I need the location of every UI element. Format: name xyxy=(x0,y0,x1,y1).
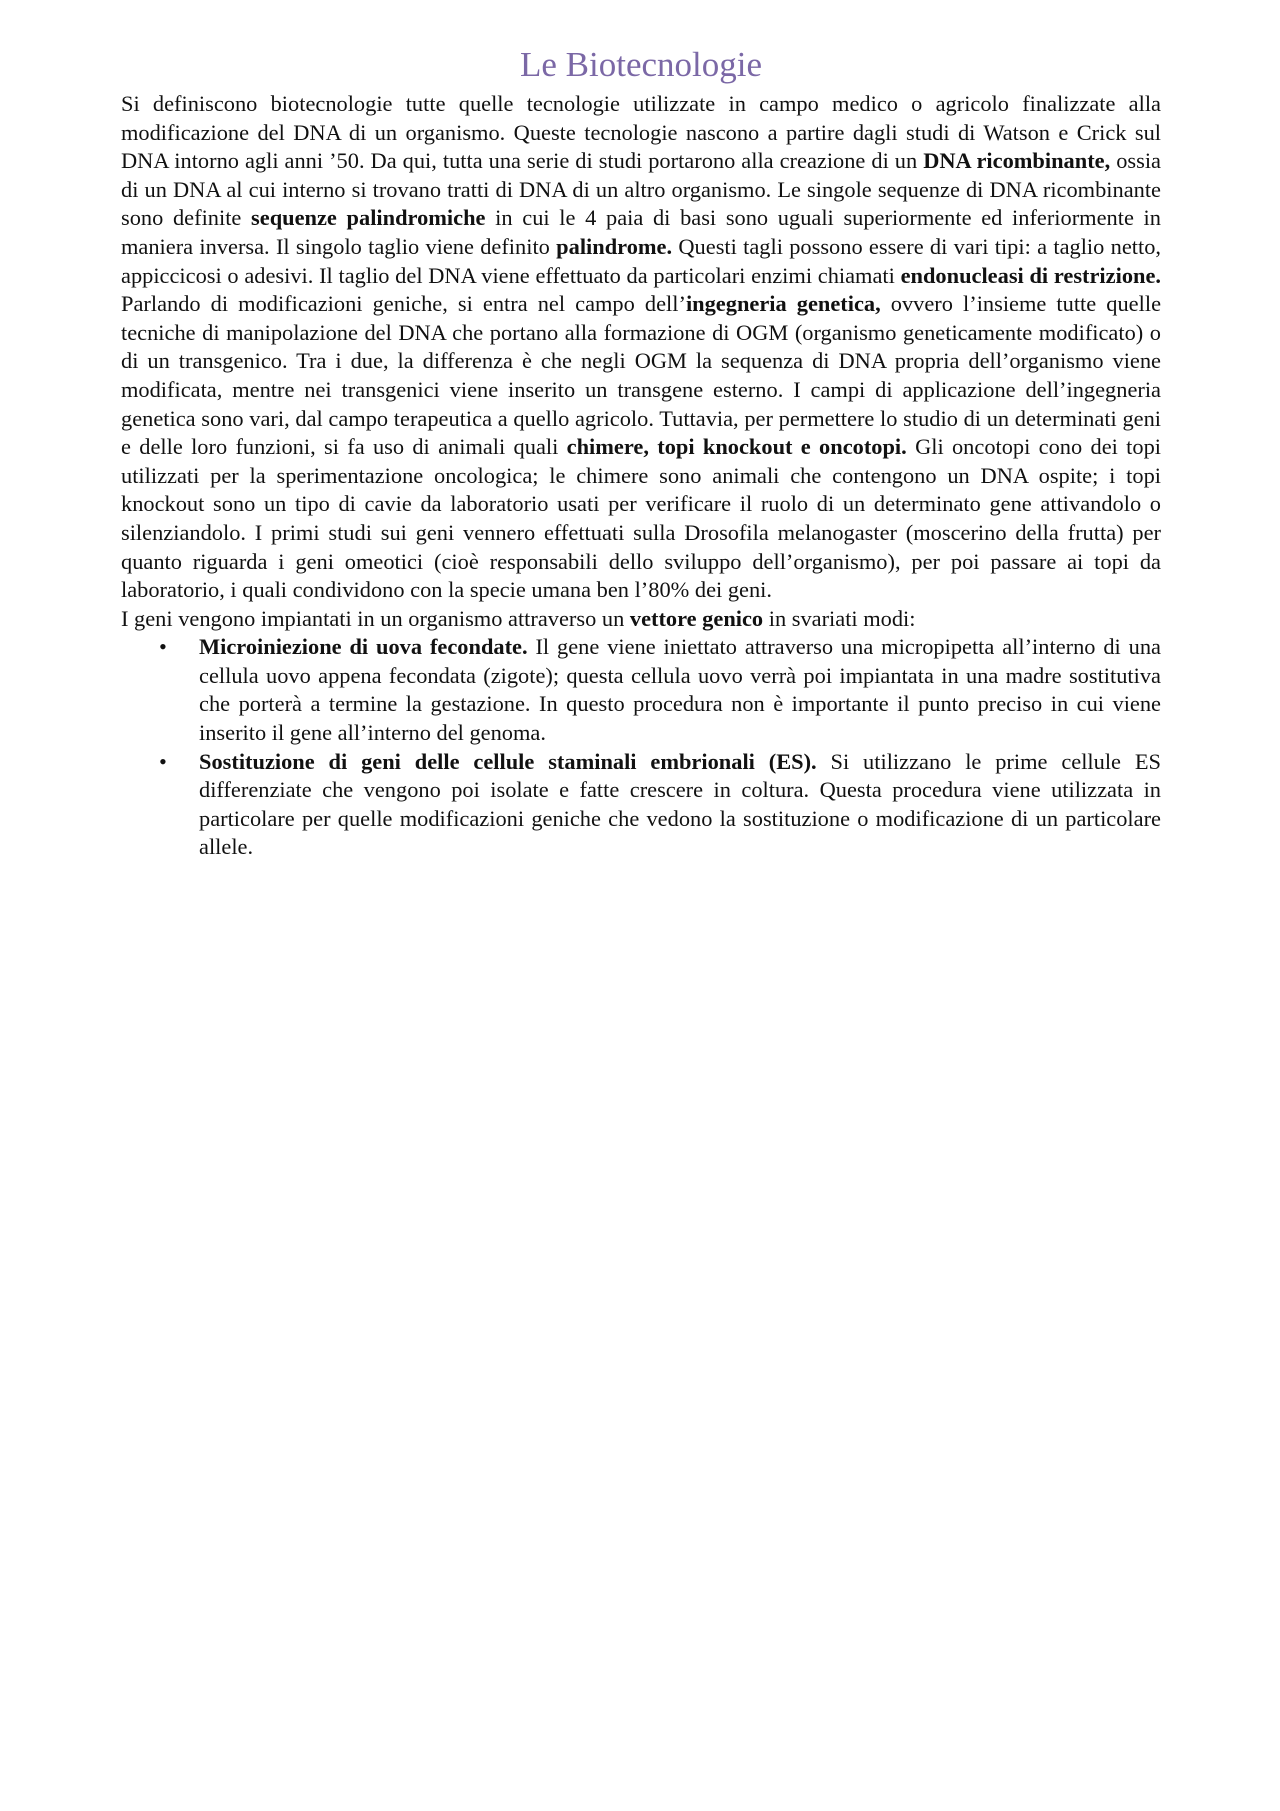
document-page xyxy=(121,40,1161,862)
intro-run: in cui le 4 paia di basi sono uguali superiormente ed inferiormente in maniera inversa. Il singolo taglio viene definito xyxy=(121,205,1161,259)
method-description: Il gene viene iniettato attraverso una micropipetta all’interno di una cellula uovo appena fecondata (zigote); questa cellula uovo verrà poi impiantata in una madre sostitutiva che porterà a termine la gestazione. In questo procedura non è importante il punto preciso in cui viene inserito il gene all’interno del genoma. xyxy=(199,634,1161,746)
method-list-item xyxy=(121,748,1161,862)
bullet-icon: • xyxy=(159,634,167,660)
method-name: Sostituzione di geni delle cellule staminali embrionali (ES). xyxy=(199,748,817,774)
document-title: Le Biotecnologie xyxy=(519,45,762,84)
vector-run: I geni vengono impiantati in un organismo attraverso un xyxy=(121,605,630,631)
intro-run-bold: chimere, topi knockout e oncotopi. xyxy=(566,434,907,460)
intro-run-bold: ingegneria genetica, xyxy=(685,291,881,317)
intro-run: ovvero l’insieme tutte quelle tecniche di manipolazione del DNA che portano alla formazione di OGM (organismo geneticamente modificato) o di un transgenico. Tra i due, la differenza è che negli OGM la sequenza di DNA propria dell’organismo viene modificata, mentre nei transgenici viene inserito un transgene esterno. I campi di applicazione dell’ingegneria genetica sono vari, dal campo terapeutica a quello agricolo. Tuttavia, per permettere lo studio di un determinati geni e delle loro funzioni, si fa uso di animali quali xyxy=(121,291,1162,460)
method-name: Microiniezione di uova fecondate. xyxy=(199,634,528,660)
intro-run: Parlando di modificazioni geniche, si entra nel campo dell’ xyxy=(121,291,686,317)
method-list-item xyxy=(121,633,1161,747)
intro-run-bold: DNA ricombinante, xyxy=(923,148,1111,174)
intro-run: Si definiscono biotecnologie tutte quelle tecnologie utilizzate in campo medico o agricolo finalizzate alla modificazione del DNA di un organismo. Queste tecnologie nascono a partire dagli studi di Watson e Crick sul DNA intorno agli anni ’50. Da qui, tutta una serie di studi portarono alla creazione di un xyxy=(121,91,1161,174)
vector-run: in svariati modi: xyxy=(763,605,916,631)
vector-paragraph xyxy=(121,605,1161,634)
intro-paragraph xyxy=(121,90,1161,605)
intro-run-bold: palindrome. xyxy=(556,233,673,259)
intro-run-bold: sequenze palindromiche xyxy=(251,205,486,231)
intro-run: ossia di un DNA al cui interno si trovano tratti di DNA di un altro organismo. Le singole sequenze di DNA ricombinante sono definite xyxy=(121,148,1161,231)
intro-run: Gli oncotopi cono dei topi utilizzati per la sperimentazione oncologica; le chimere sono animali che contengono un DNA ospite; i topi knockout sono un tipo di cavie da laboratorio usati per verificare il ruolo di un determinato gene attivandolo o silenziandolo. I primi studi sui geni vennero effettuati sulla Drosofila melanogaster (moscerino della frutta) per quanto riguarda i geni omeotici (cioè responsabili dello sviluppo dell’organismo), per poi passare ai topi da laboratorio, i quali condividono con la specie umana ben l’80% dei geni. xyxy=(121,434,1161,603)
intro-run: Questi tagli possono essere di vari tipi: a taglio netto, appiccicosi o adesivi. Il taglio del DNA viene effettuato da particolari enzimi chiamati xyxy=(121,233,1162,288)
method-description: Si utilizzano le prime cellule ES differenziate che vengono poi isolate e fatte crescere in coltura. Questa procedura viene utilizzata in particolare per quelle modificazioni geniche che vedono la sostituzione o modificazione di un particolare allele. xyxy=(199,748,1161,860)
bullet-icon: • xyxy=(159,748,167,774)
intro-run-bold: endonucleasi di restrizione. xyxy=(900,262,1161,288)
vector-run-bold: vettore genico xyxy=(629,605,764,631)
method-list xyxy=(121,633,1161,862)
